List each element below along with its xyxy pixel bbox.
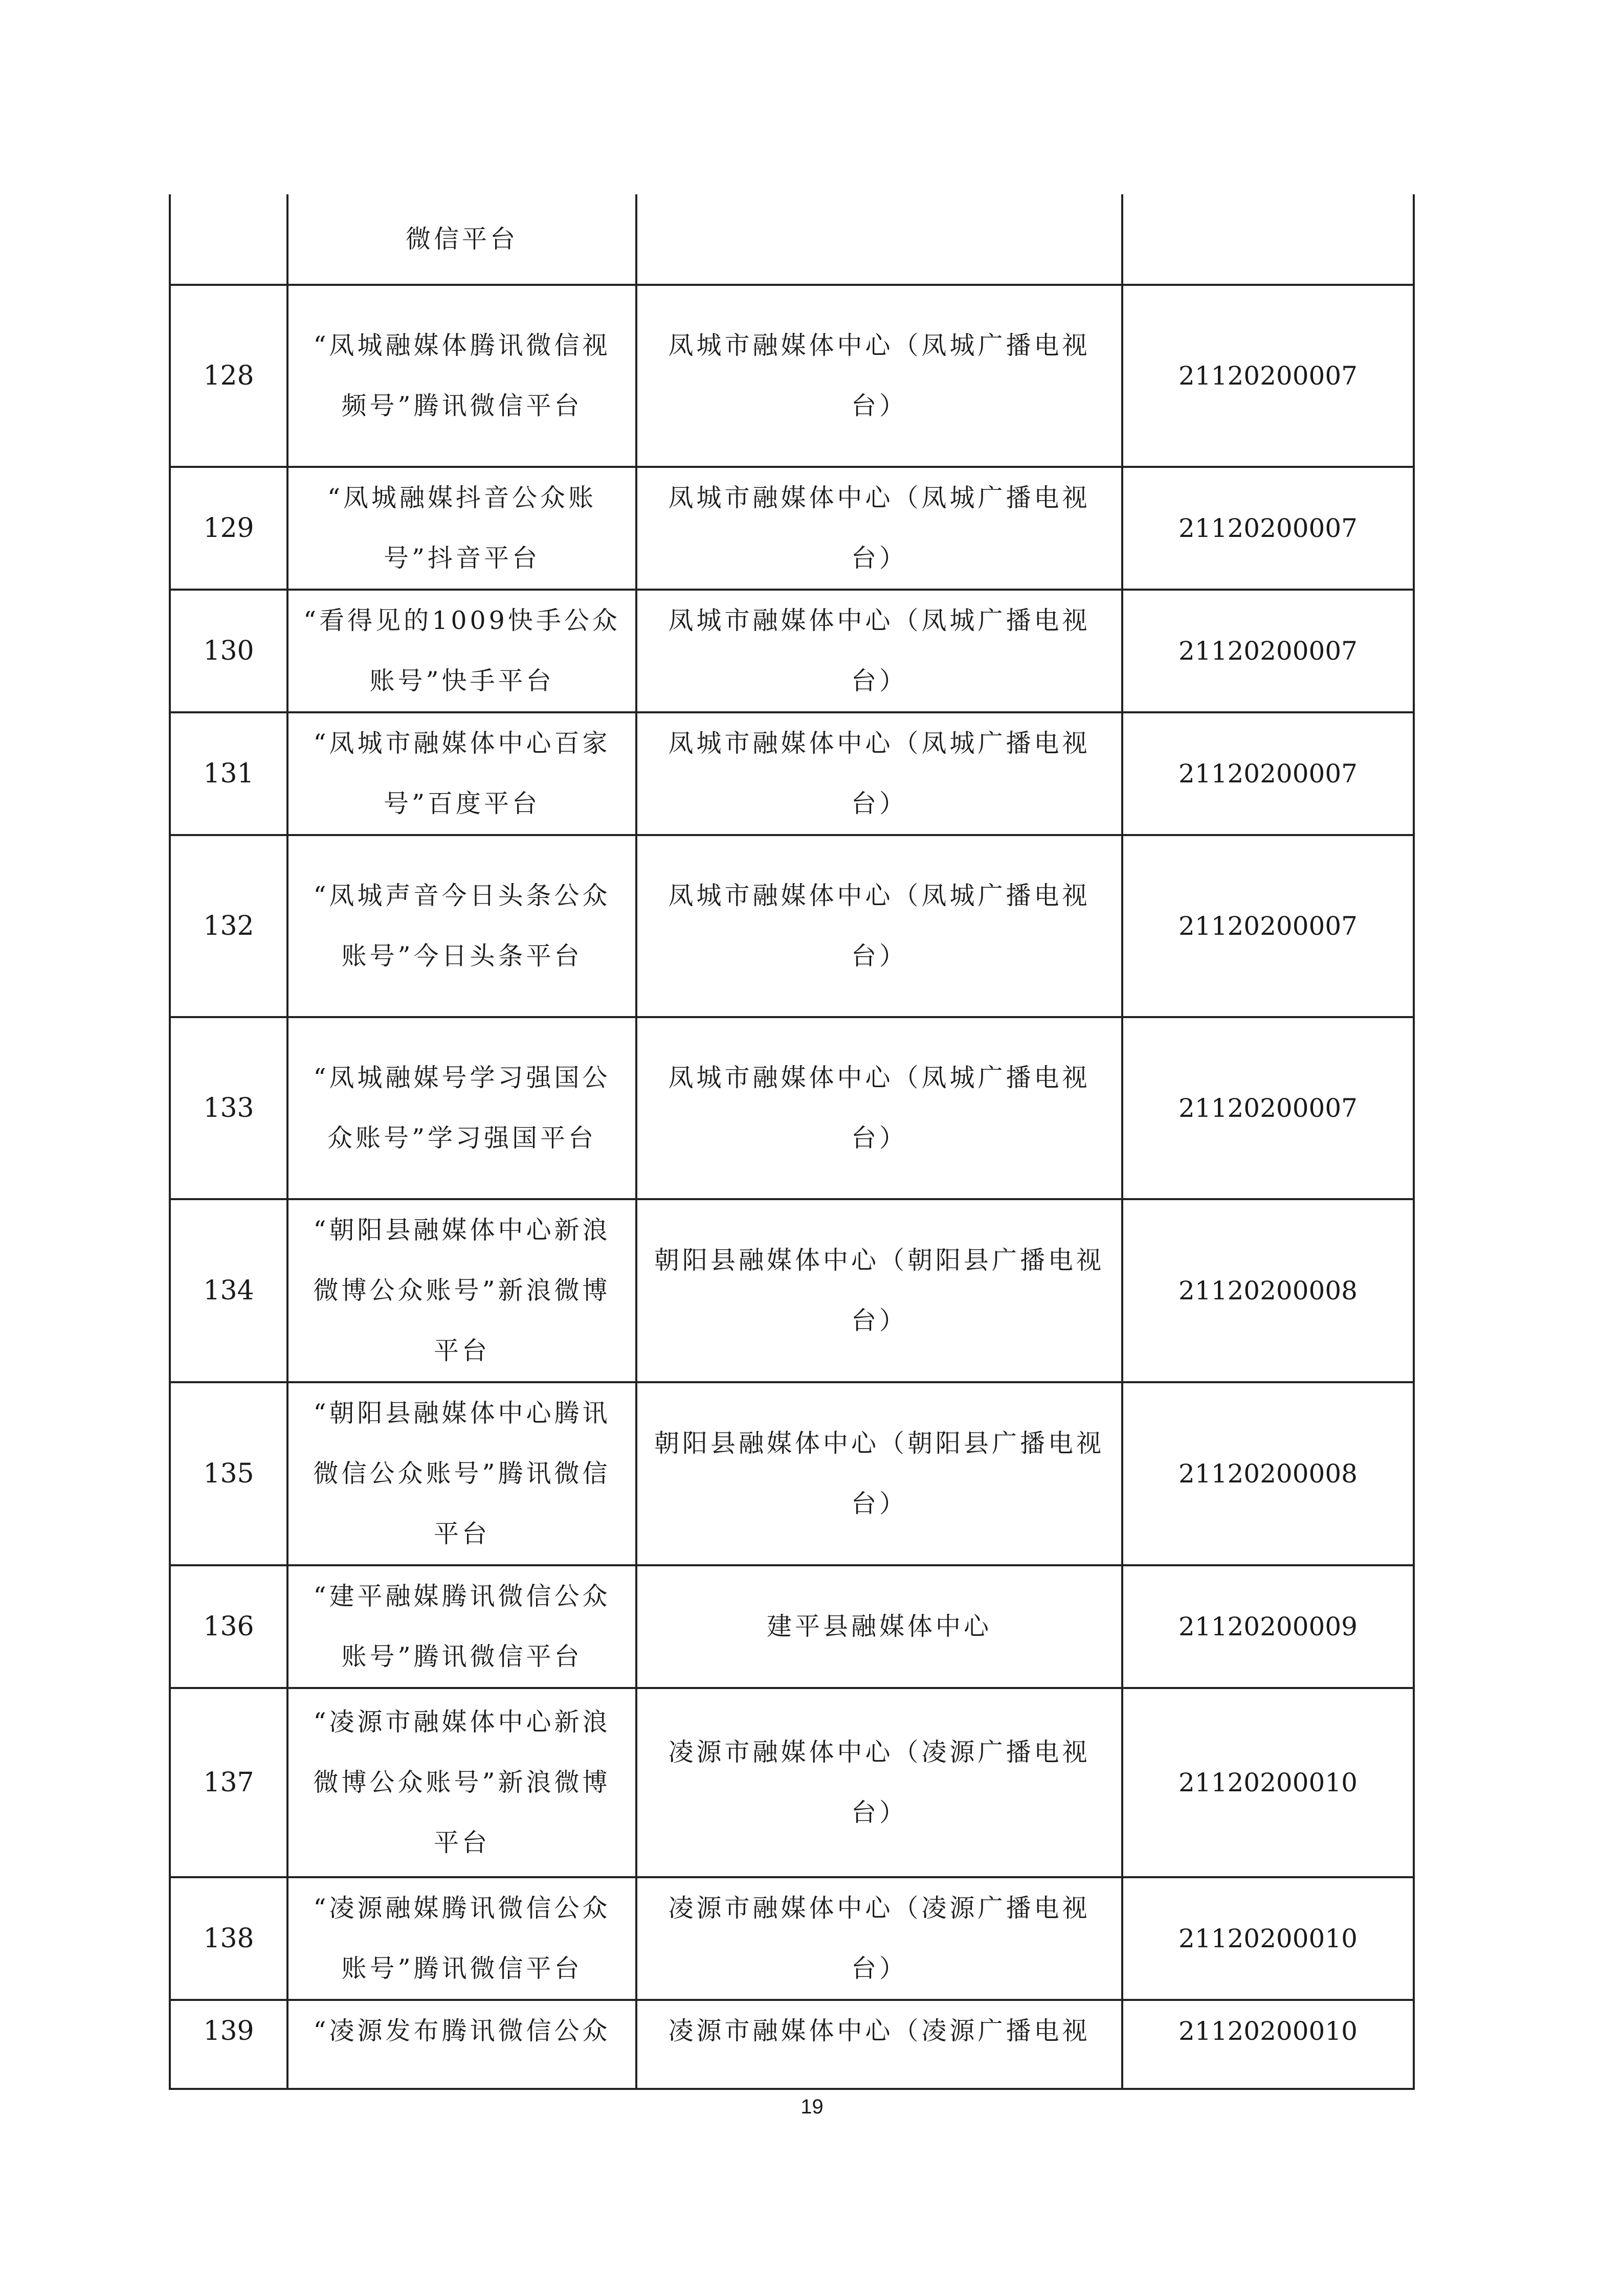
account-name: “朝阳县融媒体中心新浪微博公众账号”新浪微博平台: [287, 1199, 636, 1382]
organization: [636, 194, 1122, 285]
license-code: 21120200007: [1122, 1017, 1414, 1199]
table-row: [170, 1877, 1414, 2000]
account-name: “凌源市融媒体中心新浪微博公众账号”新浪微博平台: [287, 1688, 636, 1877]
account-name: 微信平台: [287, 194, 636, 285]
license-code: 21120200007: [1122, 467, 1414, 590]
row-number: 135: [170, 1382, 287, 1565]
row-number: 128: [170, 285, 287, 467]
organization: 朝阳县融媒体中心（朝阳县广播电视台）: [636, 1199, 1122, 1382]
account-name: “凌源发布腾讯微信公众: [287, 2000, 636, 2089]
table-row: [170, 194, 1414, 285]
row-number: 136: [170, 1565, 287, 1688]
row-number: 133: [170, 1017, 287, 1199]
row-number: 131: [170, 712, 287, 835]
table-row: [170, 1688, 1414, 1877]
row-number: 139: [170, 2000, 287, 2089]
license-code: 21120200010: [1122, 1877, 1414, 2000]
license-code: 21120200010: [1122, 1688, 1414, 1877]
page-number: 19: [800, 2096, 824, 2118]
organization: 凤城市融媒体中心（凤城广播电视台）: [636, 712, 1122, 835]
table-row: [170, 1565, 1414, 1688]
row-number: 130: [170, 590, 287, 712]
data-table: [169, 194, 1415, 2090]
table-row: [170, 835, 1414, 1017]
license-code: 21120200009: [1122, 1565, 1414, 1688]
account-name: “凤城声音今日头条公众账号”今日头条平台: [287, 835, 636, 1017]
row-number: 132: [170, 835, 287, 1017]
table-row: [170, 2000, 1414, 2089]
table-row: [170, 1199, 1414, 1382]
organization: 凤城市融媒体中心（凤城广播电视台）: [636, 835, 1122, 1017]
row-number: 134: [170, 1199, 287, 1382]
row-number: [170, 194, 287, 285]
row-number: 137: [170, 1688, 287, 1877]
account-name: “朝阳县融媒体中心腾讯微信公众账号”腾讯微信平台: [287, 1382, 636, 1565]
account-name: “凤城融媒体腾讯微信视频号”腾讯微信平台: [287, 285, 636, 467]
account-name: “凌源融媒腾讯微信公众账号”腾讯微信平台: [287, 1877, 636, 2000]
license-code: 21120200008: [1122, 1382, 1414, 1565]
table-row: [170, 285, 1414, 467]
organization: 凤城市融媒体中心（凤城广播电视台）: [636, 467, 1122, 590]
table-row: [170, 712, 1414, 835]
organization: 建平县融媒体中心: [636, 1565, 1122, 1688]
account-name: “凤城市融媒体中心百家号”百度平台: [287, 712, 636, 835]
row-number: 129: [170, 467, 287, 590]
license-code: [1122, 194, 1414, 285]
organization: 凌源市融媒体中心（凌源广播电视: [636, 2000, 1122, 2089]
table-row: [170, 467, 1414, 590]
organization: 朝阳县融媒体中心（朝阳县广播电视台）: [636, 1382, 1122, 1565]
account-name: “凤城融媒号学习强国公众账号”学习强国平台: [287, 1017, 636, 1199]
organization: 凌源市融媒体中心（凌源广播电视台）: [636, 1877, 1122, 2000]
account-name: “建平融媒腾讯微信公众账号”腾讯微信平台: [287, 1565, 636, 1688]
row-number: 138: [170, 1877, 287, 2000]
organization: 凤城市融媒体中心（凤城广播电视台）: [636, 285, 1122, 467]
table-row: [170, 1017, 1414, 1199]
organization: 凌源市融媒体中心（凌源广播电视台）: [636, 1688, 1122, 1877]
license-code: 21120200007: [1122, 835, 1414, 1017]
license-code: 21120200007: [1122, 712, 1414, 835]
account-name: “看得见的1009快手公众账号”快手平台: [287, 590, 636, 712]
license-code: 21120200007: [1122, 590, 1414, 712]
organization: 凤城市融媒体中心（凤城广播电视台）: [636, 1017, 1122, 1199]
license-code: 21120200007: [1122, 285, 1414, 467]
table-row: [170, 590, 1414, 712]
table-row: [170, 1382, 1414, 1565]
account-name: “凤城融媒抖音公众账号”抖音平台: [287, 467, 636, 590]
organization: 凤城市融媒体中心（凤城广播电视台）: [636, 590, 1122, 712]
license-code: 21120200010: [1122, 2000, 1414, 2089]
license-code: 21120200008: [1122, 1199, 1414, 1382]
